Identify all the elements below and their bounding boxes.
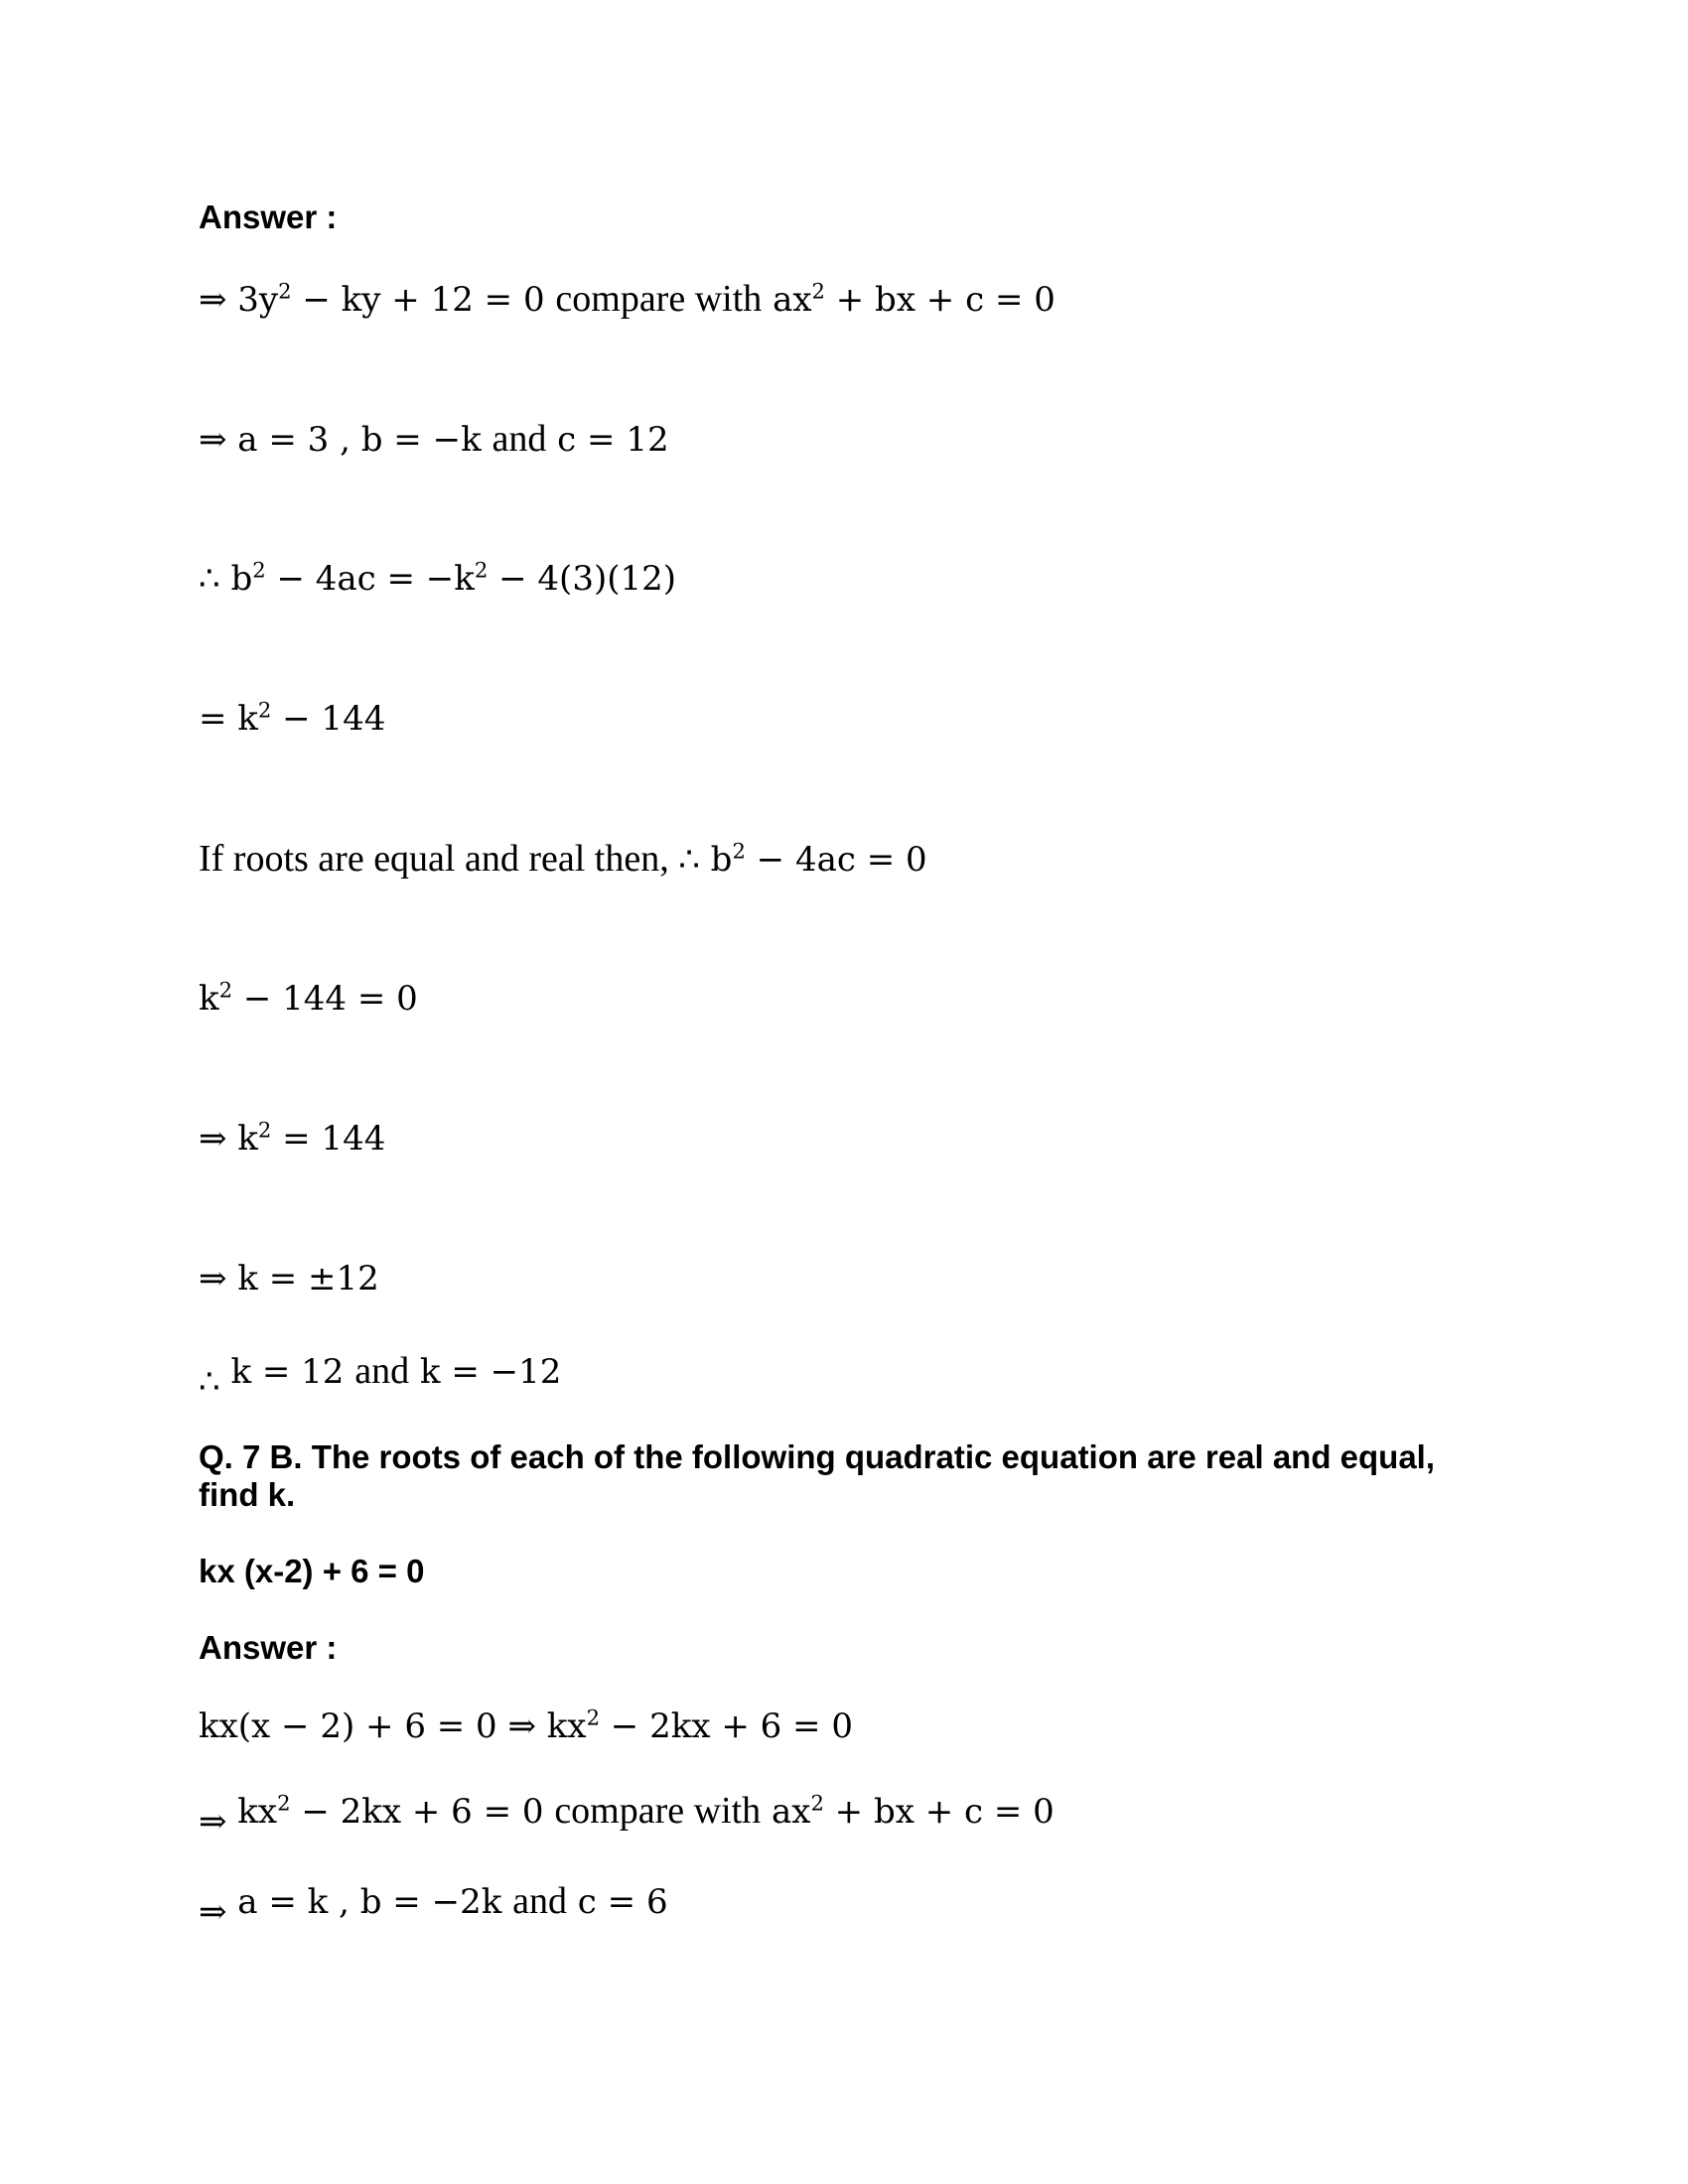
equation-line-simplified: = $k^2 - 144$	[199, 697, 386, 739]
answer-label: Answer :	[199, 199, 338, 235]
equation-line-set-zero: $k^2 - 144 = 0$	[199, 977, 418, 1019]
question-heading: Q. 7 B. The roots of each of the following quadratic equation are real and equal, find k.	[199, 1438, 1436, 1513]
equation-line-k-value: ⇒ k = ±12	[199, 1259, 379, 1298]
equation-line-result: ∴ k = 12 and k = −12	[199, 1350, 562, 1402]
equation-line-coefficients: ⇒ a = 3 , b = −k and c = 12	[199, 418, 669, 460]
equation-line-discriminant: ∴ $b^2 - 4ac = -k^2 - 4(3)(12)$	[199, 557, 677, 599]
equation-line-coefficients: ⇒ a = k , b = −2k and c = 6	[199, 1880, 668, 1932]
equation-line-expand: kx(x − 2) + 6 = 0 ⇒ $kx^2 - 2kx + 6 = 0$	[199, 1705, 853, 1746]
equation-line-condition: If roots are equal and real then, ∴ $b^2 - 4ac = 0$	[199, 838, 927, 880]
answer-label: Answer :	[199, 1629, 338, 1666]
question-equation: kx (x-2) + 6 = 0	[199, 1553, 425, 1589]
equation-line-compare: ⇒ $3y^2$ − ky + 12 = 0 compare with $ax^2$ + bx + c = 0	[199, 278, 1055, 320]
equation-line-compare: ⇒ $kx^2 - 2kx + 6 = 0$ compare with $ax^2$ + bx + c = 0	[199, 1790, 1055, 1842]
equation-line-k-squared: ⇒ $k^2 = 144$	[199, 1117, 386, 1159]
